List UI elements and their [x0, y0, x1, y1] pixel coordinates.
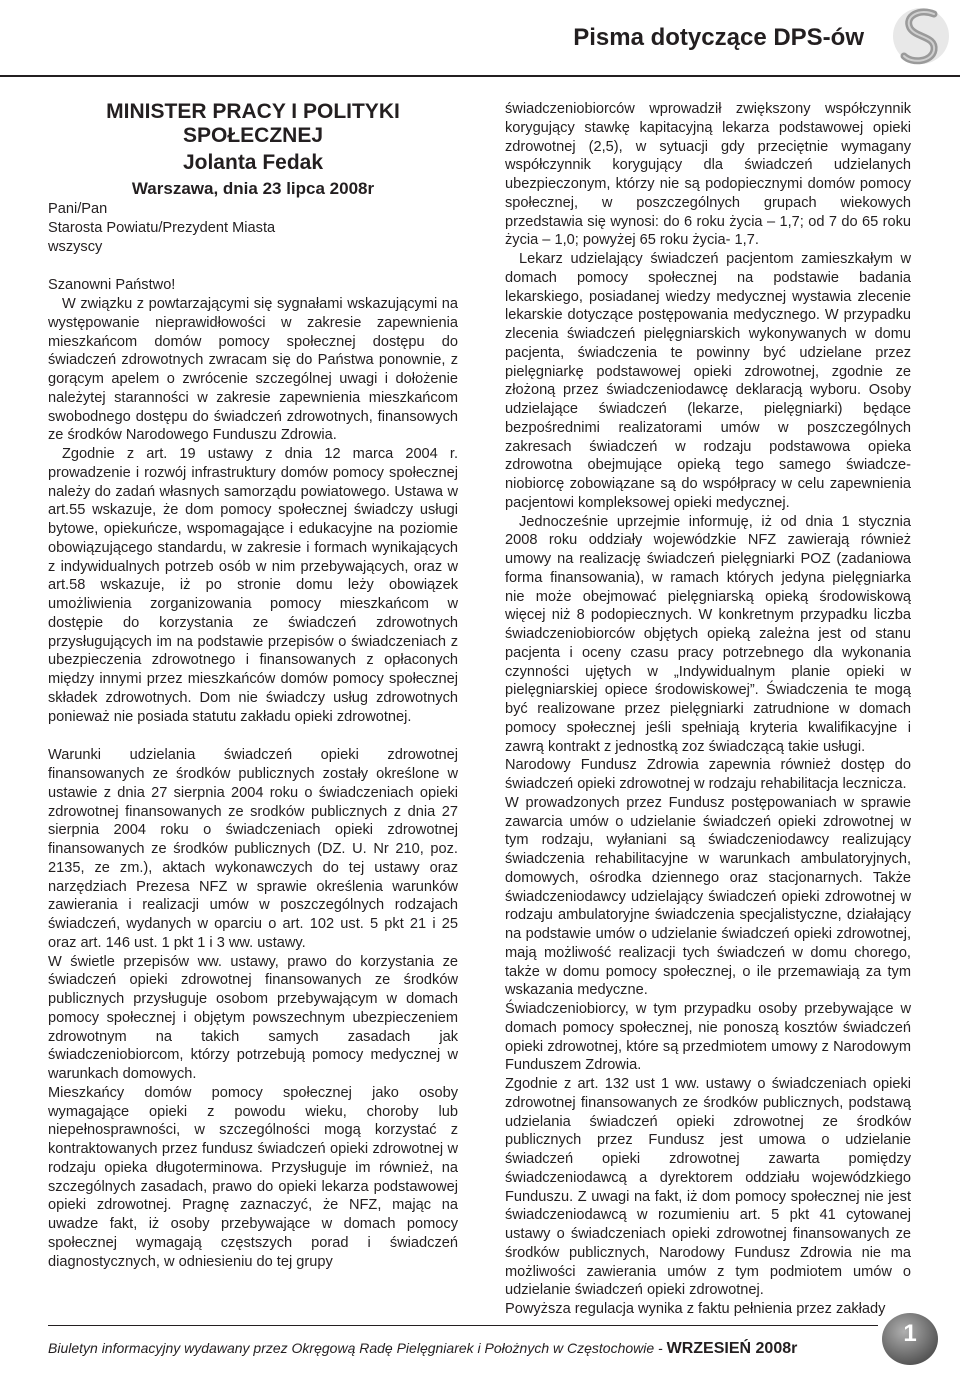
- body-paragraph: Zgodnie z art. 19 ustawy z dnia 12 marca 2004 r. prowadzenie i rozwój infrastruktury domów pomocy społecznej należy do zadań własnych samorządu powiatowego. Ustawa w art.55 wskazuje, że dom pomocy społecznej świadczy usługi bytowe, opiekuńcze, wspomagające i edukacyjne na poziomie obowiązującego standardu, w zakresie i formach wynikających z indywidualnych potrzeb osób w nim przebywających, oraz w art.58 wskazuje, iż po stronie domu leży obowiązek umożliwienia zorganizowania pomocy mieszkańcom w dostępie do korzystania ze świadczeń zdrowotnych przysługujących im na podstawie przepisów o świadczeniach z ubezpieczenia zdrowotnego i finansowanych z opłaconych między innymi przez mieszkańców domów pomocy społecznej składek zdrowotnych. Dom nie świadczy usług zdrowotnych ponieważ nie posiada statutu zakładu opieki zdrowotnej.: [48, 446, 458, 725]
- footer-publisher: Biuletyn informacyjny wydawany przez Okręgową Radę Pielęgniarek i Położnych w Częstochowie -: [48, 1340, 667, 1356]
- header-title: Pisma dotyczące DPS-ów: [573, 24, 864, 51]
- footer-divider: [48, 1325, 878, 1326]
- recipient-line: Pani/Pan: [48, 201, 108, 217]
- body-paragraph: Narodowy Fundusz Zdrowia zapewnia również dostęp do świadczeń opieki zdrowotnej w rodzaju rehabilitacja lecznicza.: [505, 757, 911, 792]
- body-paragraph: W prowadzonych przez Fundusz postępowaniach w sprawie zawarcia umów o udzielanie świadczeń opieki zdrowotnej w tym rodzaju, wyłaniani są świadczeniodawcy realizujący świadczenia rehabilitacyjne w warunkach ambulatoryjnych, domowych, ośrodka dziennego oraz stacjonarnych. Także świadczeniodawcy udzielający świadczeń opieki zdrowotnej w rodzaju ambulatoryjne świadczenia specjalistyczne, działający na podstawie umów o udzielanie świadczeń opieki zdrowotnej, mają możliwość realizacji tych świadczeń w domu chorego, także w domu pomocy społecznej, o ile przemawiają za tym wskazania medyczne.: [505, 794, 911, 999]
- letter-date: Warszawa, dnia 23 lipca 2008r: [131, 179, 375, 198]
- footer-caption: [48, 1340, 797, 1358]
- body-paragraph: Świadczeniobiorcy, w tym przypadku osoby przebywające w domach pomocy społecznej, nie ponoszą kosztów świadczeń opieki zdrowotnej, które są przedmiotem umowy z Narodowym Funduszem Zdrowia.: [505, 1001, 911, 1074]
- body-paragraph: Powyższa regulacja wynika z faktu pełnienia przez zakłady: [505, 1301, 886, 1317]
- right-column: [505, 100, 911, 1319]
- page-number: 1: [903, 1320, 917, 1347]
- recipient-line: wszyscy: [48, 238, 103, 255]
- body-paragraph: Jednocześnie uprzejmie informuję, iż od dnia 1 stycznia 2008 roku oddziały wojewódzkie NFZ zawierają również umowy na realizację świadczeń pielęgniarki POZ (zadaniowa forma finansowania), w ramach których jedyna pielęgniarka nie może obejmować pielęgniarską opieką środowiskową więcej niż 8 podopiecznych. W konkretnym przypadku liczba świadczeniobiorców objętych opieką zależna jest od stanu pacjenta i oceny czasu pracy potrzebnego dla wykonania czynności ujętych w „Indywidualnym planie opieki w pielęgniarskiej opiece środowiskowej”. Świadczenia te mogą być realizowane przez pielęgniarki zatrudnione w domach pomocy społecznej jeśli spełniają kryteria kwalifikacyjne i zawrą kontrakt z jednostką zoz świadczącą takie usługi.: [505, 513, 911, 755]
- recipient-line: Starosta Powiatu/Prezydent Miasta: [48, 219, 276, 236]
- body-paragraph: W związku z powtarzającymi się sygnałami wskazującymi na występowanie nieprawidłowości w zakresie zapewnienia mieszkańcom domów pomocy społecznej dostępu do świadczeń zdrowotnych zwracam się do Państwa ponownie, z gorącym apelem o zwrócenie szczególnej uwagi i dołożenie należytej staranności w zakresie zapewnienia mieszkańcom swobodnego dostępu do świadczeń zdrowotnych, finansowych ze środków Narodowego Funduszu Zdrowia.: [48, 296, 458, 444]
- page-header: [0, 0, 960, 72]
- header-divider: [0, 75, 960, 77]
- body-paragraph: W świetle przepisów ww. ustawy, prawo do korzystania ze świadczeń opieki zdrowotnej finansowanych ze środków publicznych przysługuje osobom przebywającym w domach pomocy społecznej i objętym powszechnym ubezpieczeniem zdrowotnym na takich samych zasadach jak świadczeniobiorcom, którzy potrzebują pomocy medycznej w warunkach domowych.: [48, 953, 458, 1082]
- body-paragraph: Warunki udzielania świadczeń opieki zdrowotnej finansowanych ze środków publicznych zostały określone w ustawie z dnia 27 sierpnia 2004 roku o świadczeniach opieki zdrowotnej finansowanych ze srodków publicznych z dnia 27 sierpnia 2004 roku o świadczeniach opieki zdrowotnej finansowanych ze środków publicznych (DZ. U. Nr 210, poz. 2135, ze zm.), aktach wykonawczych do tej ustawy oraz narzędziach Prezesa NFZ w sprawie określenia warunków zawierania i realizacji umów w poszczególnych rodzajach świadczeń, wydanych w oparciu o art. 102 ust. 5 pkt 21 i 25 oraz art. 146 ust. 1 pkt 1 i 3 ww. ustawy.: [48, 747, 458, 951]
- body-paragraph: Mieszkańcy domów pomocy społecznej jako osoby wymagające opieki z powodu wieku, choroby lub niepełnosprawności, w szczególności mogą korzystać z kontraktowanych przez fundusz świadczeń opieki zdrowotnej w rodzaju opieka długoterminowa. Przysługuje im również, na szczególnych zasadach, prawo do opieki lekarza podstawowej opieki zdrowotnej. Pragnę zaznaczyć, że NFZ, mając na uwadze fakt, iż osoby przebywające w domach pomocy społecznej wymagają częstszych porad i świadczeń diagnostycznych, w odniesieniu do tej grupy: [48, 1084, 458, 1270]
- body-paragraph: Lekarz udzielający świadczeń pacjentom zamieszkałym w domach pomocy społecznej na podstawie badania lekarskiego, posiadanej wiedzy medycznej wystawia zlecenie lekarskie dotyczące postępowania medycznego. W przypadku zlecenia świadczeń pielęgniarskich wykonywanych w domu pacjenta, świadczenia te powinny być udzielane przez pielęgniarkę podstawowej opieki zdrowotnej, zgodnie ze złożoną przez świadczeniodawcę deklaracją wyboru. Osoby udzielające świadczeń (lekarze, pielęgniarki) będące bezpośrednimi realizatorami umów w poszczególnych zakresach świadczeń w rodzaju podstawowa opieka zdrowotna obejmujące opieką tego samego świadcze-niobiorcę zobowiązane są do współpracy w celu zapewnienia pacjentowi kompleksowej opieki medycznej.: [505, 251, 911, 511]
- minister-name: Jolanta Fedak: [182, 151, 324, 174]
- logo-icon: [890, 0, 952, 72]
- body-paragraph: świadczeniobiorców wprowadził zwiększony współczynnik korygujący stawkę kapitacyjną lekarza podstawowej opieki zdrowotnej (2,5), w sytuacji gdy przeciętnie wymagany współczynnik korygujący dla świadczeń udzielanych ubezpieczonym, którzy nie są podopiecznymi domów pomocy społecznej, w poszczególnych grupach wiekowych przedstawia się wynosi: do 6 roku życia – 1,7; od 7 do 65 roku życia – 1,0; powyżej 65 roku życia- 1,7.: [505, 101, 911, 249]
- salutation: Szanowni Państwo!: [48, 277, 176, 294]
- footer-issue-month: WRZESIEŃ 2008r: [666, 1340, 798, 1357]
- body-paragraph: Zgodnie z art. 132 ust 1 ww. ustawy o świadczeniach opieki zdrowotnej finansowanych ze środków publicznych, podstawą udzielania świadczeń opieki zdrowotnej ze środków publicznych przez Fundusz jest umowa o udzielanie świadczeń opieki zdrowotnej zawarta pomiędzy świadczeniodawcą a dyrektorem oddziału wojewódzkiego Funduszu. Z uwagi na fakt, iż dom pomocy społecznej nie jest świadczeniodawcą w rozumieniu art. 5 pkt 41 cytowanej ustawy o świadczeniach opieki zdrowotnej finansowanych ze środków publicznych, Narodowy Fundusz Zdrowia nie ma możliwości zawierania umów z tym podmiotem umów o udzielanie świadczeń opieki zdrowotnej.: [505, 1076, 911, 1299]
- minister-title: MINISTER PRACY I POLITYKI SPOŁECZNEJ: [106, 100, 400, 147]
- left-column: [48, 100, 458, 1271]
